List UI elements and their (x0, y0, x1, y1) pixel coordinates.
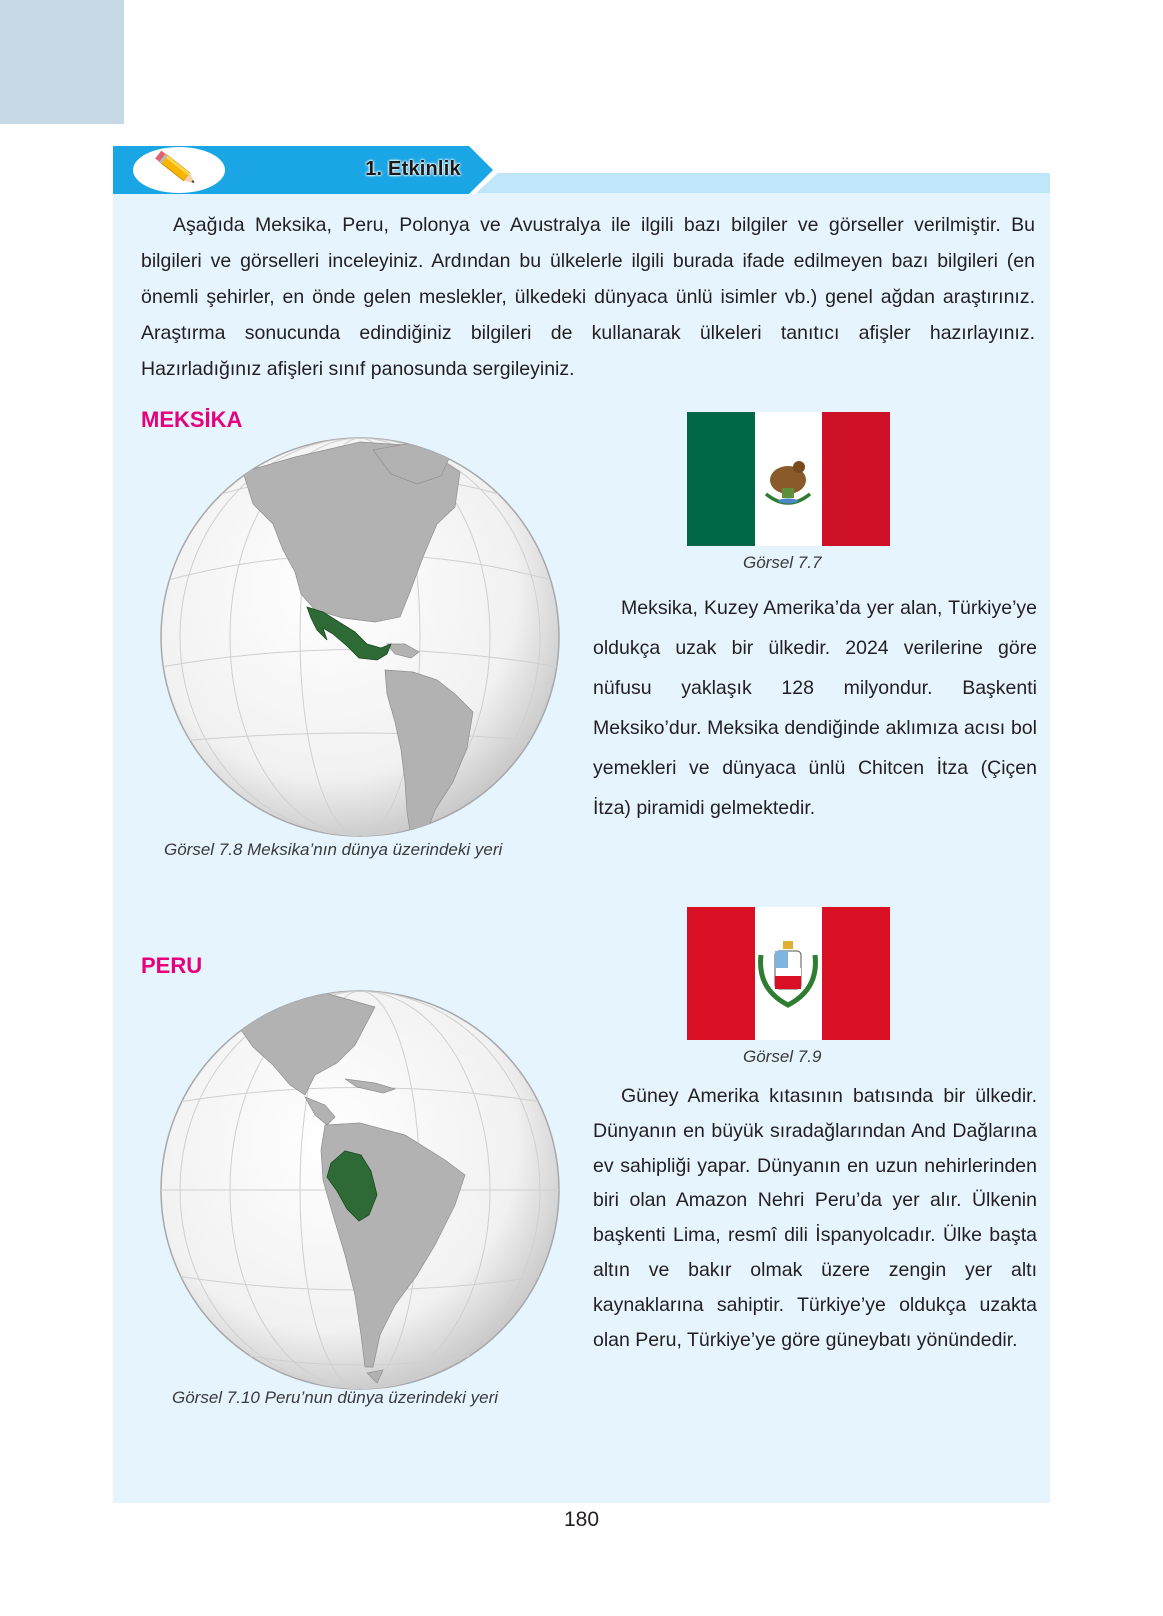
mexico-heading: MEKSİKA (141, 407, 243, 432)
intro-paragraph: Aşağıda Meksika, Peru, Polonya ve Avustralya ile ilgili bazı bilgiler ve görseller verilmiştir. Bu bilgileri ve görselleri inceleyiniz. Ardından bu ülkelerle ilgili burada ifade edilmeyen bazı bilgileri (en önemli şehirler, en önde gelen meslekler, ülkedeki dünyaca ünlü isimler vb.) genel ağdan araştırınız. Araştırma sonucunda edindiğiniz bilgileri de kullanarak ülkeleri tanıtıcı afişler hazırlayınız. Hazırladığınız afişleri sınıf panosunda sergileyiniz. (141, 214, 1035, 380)
activity-banner (113, 146, 513, 194)
mexico-description-text: Meksika, Kuzey Amerika’da yer alan, Türkiye’ye oldukça uzak bir ülkedir. 2024 verilerine göre nüfusu yaklaşık 128 milyondur. Başkenti Meksiko’dur. Meksika dendiğinde aklımıza acısı bol yemekleri ve dünyaca ünlü Chitcen İtza (Çiçen İtza) piramidi gelmektedir. (593, 597, 1037, 819)
pencil-icon (153, 148, 203, 192)
peru-description-text: Güney Amerika kıtasının batısında bir ülkedir. Dünyanın en büyük sıradağlarından And Dağlarına ev sahipliği yapar. Dünyanın en uzun nehirlerinden biri olan Amazon Nehri Peru’da yer alır. Ülkenin başkenti Lima, resmî dili İspanyolcadır. Ülke başta altın ve bakır olmak üzere zengin yer altı kaynaklarına sahiptir. Türkiye’ye oldukça uzakta olan Peru, Türkiye’ye göre güneybatı yönündedir. (593, 1085, 1037, 1351)
mexico-flag-image (687, 412, 890, 546)
page-number: 180 (563, 1508, 600, 1531)
mexico-globe-caption: Görsel 7.8 Meksika’nın dünya üzerindeki yeri (164, 840, 503, 859)
peru-heading: PERU (141, 953, 203, 978)
activity-title: 1. Etkinlik (365, 158, 461, 180)
page-corner-block (0, 0, 124, 124)
mexico-globe-image (155, 432, 565, 842)
peru-flag-image (687, 907, 890, 1040)
mexico-description (593, 588, 1037, 828)
peru-flag-caption: Görsel 7.9 (743, 1047, 822, 1066)
peru-description (593, 1079, 1037, 1357)
activity-instructions (141, 207, 1035, 387)
mexico-flag-caption: Görsel 7.7 (743, 553, 822, 572)
peru-globe-caption: Görsel 7.10 Peru’nun dünya üzerindeki yeri (172, 1388, 499, 1407)
peru-globe-image (155, 985, 565, 1395)
